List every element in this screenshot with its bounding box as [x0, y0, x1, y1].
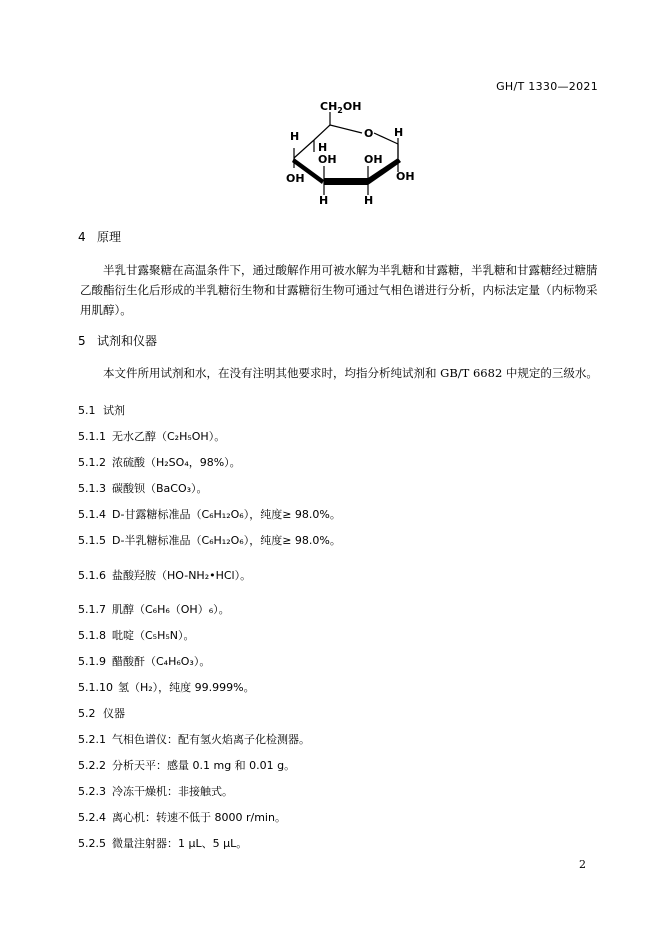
document-id-header: GH/T 1330—2021: [496, 80, 598, 93]
instrument-item: 5.2.2 分析天平：感量 0.1 mg 和 0.01 g。: [78, 759, 296, 772]
label-oh-c4: OH: [318, 153, 337, 166]
reagent-item: 5.1.10 氢（H₂），纯度 99.999%。: [78, 681, 255, 694]
instrument-item: 5.2.4 离心机：转速不低于 8000 r/min。: [78, 811, 286, 824]
instrument-item: 5.2.1 气相色谱仪：配有氢火焰离子化检测器。: [78, 733, 310, 746]
label-ring-oxygen: O: [364, 127, 374, 140]
section-5-heading: 5 试剂和仪器: [78, 334, 158, 348]
label-h-c3-bottom: H: [319, 194, 329, 207]
section-4-body: 半乳甘露聚糖在高温条件下，通过酸解作用可被水解为半乳糖和甘露糖，半乳糖和甘露糖经过糖腈乙酸酯衍生化后形成的半乳糖衍生物和甘露糖衍生物可通过气相色谱进行分析，内标法定量（内标物采用肌醇）。: [80, 263, 598, 317]
reagent-item: 5.1.7 肌醇（C₆H₆（OH）₆）。: [78, 603, 230, 616]
instrument-item: 5.2.5 微量注射器：1 μL、5 μL。: [78, 837, 248, 850]
reagent-item: 5.1.3 碳酸钡（BaCO₃）。: [78, 482, 208, 495]
reagent-item: 5.1.1 无水乙醇（C₂H₅OH）。: [78, 430, 226, 443]
reagent-item: 5.1.2 浓硫酸（H₂SO₄，98%）。: [78, 456, 241, 469]
reagent-item: 5.1.9 醋酸酐（C₄H₆O₃）。: [78, 655, 211, 668]
label-ch2oh: $CH_2OH$: [320, 100, 362, 115]
reagent-item: 5.1.5 D-半乳糖标准品（C₆H₁₂O₆），纯度≥ 98.0%。: [78, 534, 341, 547]
label-h-right: H: [394, 126, 404, 139]
label-oh-c3: OH: [364, 153, 383, 166]
section-5-1-heading: 5.1 试剂: [78, 404, 125, 417]
label-h-left: H: [290, 130, 300, 143]
section-5-2-heading: 5.2 仪器: [78, 707, 125, 720]
instrument-item: 5.2.3 冷冻干燥机：非接触式。: [78, 785, 233, 798]
reagent-item: 5.1.8 吡啶（C₅H₅N）。: [78, 629, 195, 642]
label-oh-c5: OH: [286, 172, 305, 185]
label-h-c4: H: [318, 141, 328, 154]
label-h-c2-bottom: H: [364, 194, 374, 207]
galactopyranose-structure-figure: [270, 100, 430, 210]
label-oh-c1: OH: [396, 170, 415, 183]
section-5-body: 本文件所用试剂和水，在没有注明其他要求时，均指分析纯试剂和 GB/T 6682 中规定的三级水。: [103, 366, 598, 380]
page-number: 2: [579, 858, 586, 871]
reagent-item: 5.1.6 盐酸羟胺（HO-NH₂•HCl）。: [78, 569, 252, 582]
section-4-heading: 4 原理: [78, 230, 122, 244]
reagent-item: 5.1.4 D-甘露糖标准品（C₆H₁₂O₆），纯度≥ 98.0%。: [78, 508, 341, 521]
